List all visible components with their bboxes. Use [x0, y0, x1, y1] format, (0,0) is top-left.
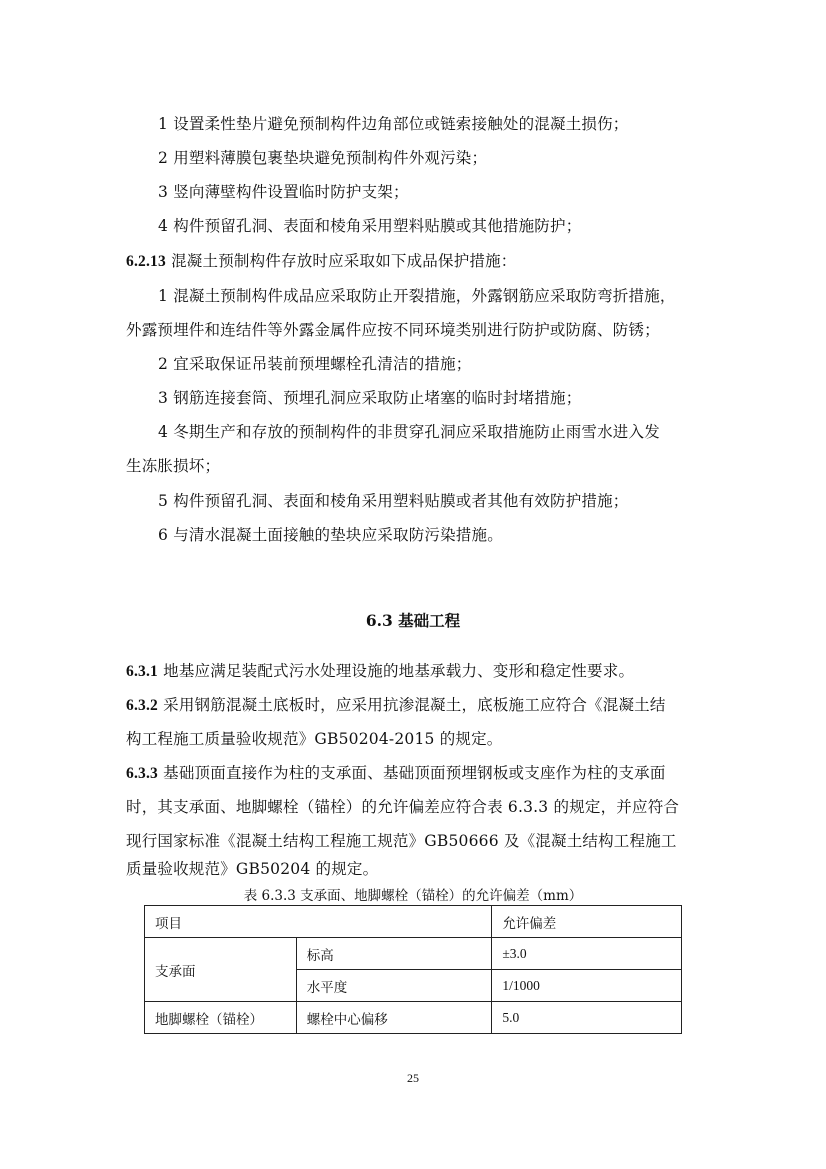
- clause-continuation: 构工程施工质量验收规范》GB50204-2015 的规定。: [126, 730, 503, 748]
- clause-number: 6.3.3: [126, 765, 158, 782]
- clause-text: 基础顶面直接作为柱的支承面、基础顶面预埋钢板或支座作为柱的支承面: [163, 764, 666, 782]
- list-item: 5 构件预留孔洞、表面和棱角采用塑料贴膜或者其他有效防护措施；: [158, 492, 629, 510]
- list-item-continuation: 生冻胀损坏；: [126, 457, 221, 475]
- table-cell: ±3.0: [492, 938, 682, 970]
- table-header-row: [145, 906, 682, 938]
- clause-continuation: 现行国家标准《混凝土结构工程施工规范》GB50666 及《混凝土结构工程施工: [126, 832, 677, 850]
- table-row: [145, 938, 682, 970]
- section-title: 6.3 基础工程: [365, 611, 461, 630]
- clause-6-3-2: [126, 694, 706, 717]
- group-cell: 地脚螺栓（锚栓）: [145, 1002, 297, 1034]
- list-item: 4 构件预留孔洞、表面和棱角采用塑料贴膜或其他措施防护；: [158, 217, 582, 235]
- clause-6-2-13: [126, 250, 706, 273]
- clause-6-3-1: [126, 660, 706, 683]
- page-number: 25: [407, 1071, 419, 1085]
- table-cell: 螺栓中心偏移: [296, 1002, 492, 1034]
- group-cell: 支承面: [145, 938, 297, 1002]
- clause-number: 6.2.13: [126, 253, 166, 270]
- list-item: 1 混凝土预制构件成品应采取防止开裂措施，外露钢筋应采取防弯折措施，: [158, 287, 676, 305]
- table-cell: 5.0: [492, 1002, 682, 1034]
- list-item: 2 用塑料薄膜包裹垫块避免预制构件外观污染；: [158, 149, 488, 167]
- clause-number: 6.3.1: [126, 663, 158, 680]
- clause-number: 6.3.2: [126, 697, 158, 714]
- table-row: [145, 1002, 682, 1034]
- list-item-continuation: 外露预埋件和连结件等外露金属件应按不同环境类别进行防护或防腐、防锈；: [126, 321, 660, 339]
- clause-text: 混凝土预制构件存放时应采取如下成品保护措施：: [171, 252, 517, 270]
- clause-text: 地基应满足装配式污水处理设施的地基承载力、变形和稳定性要求。: [163, 662, 635, 680]
- clause-text: 采用钢筋混凝土底板时，应采用抗渗混凝土，底板施工应符合《混凝土结: [163, 696, 666, 714]
- clause-continuation: 质量验收规范》GB50204 的规定。: [126, 860, 379, 878]
- tolerance-table: [144, 905, 682, 1034]
- table-cell: 水平度: [296, 970, 492, 1002]
- list-item: 2 宜采取保证吊装前预埋螺栓孔清洁的措施；: [158, 355, 472, 373]
- clause-6-3-3: [126, 762, 706, 785]
- clause-continuation: 时，其支承面、地脚螺栓（锚栓）的允许偏差应符合表 6.3.3 的规定，并应符合: [126, 798, 680, 816]
- list-item: 1 设置柔性垫片避免预制构件边角部位或链索接触处的混凝土损伤；: [158, 115, 629, 133]
- list-item: 3 竖向薄壁构件设置临时防护支架；: [158, 183, 409, 201]
- list-item: 4 冬期生产和存放的预制构件的非贯穿孔洞应采取措施防止雨雪水进入发: [158, 423, 660, 441]
- table-caption: 表 6.3.3 支承面、地脚螺栓（锚栓）的允许偏差（mm）: [243, 888, 583, 904]
- table-cell: 标高: [296, 938, 492, 970]
- header-item: 项目: [145, 906, 492, 938]
- list-item: 3 钢筋连接套筒、预埋孔洞应采取防止堵塞的临时封堵措施；: [158, 389, 582, 407]
- table-cell: 1/1000: [492, 970, 682, 1002]
- list-item: 6 与清水混凝土面接触的垫块应采取防污染措施。: [158, 526, 503, 544]
- header-allowable: 允许偏差: [492, 906, 682, 938]
